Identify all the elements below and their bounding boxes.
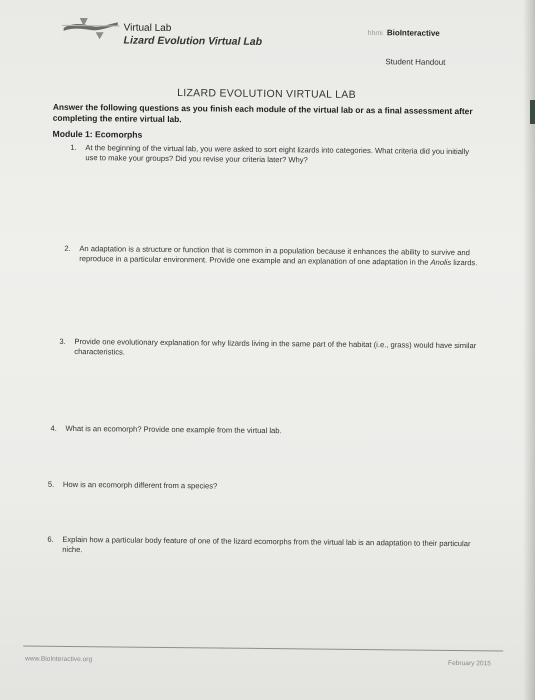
question-text: At the beginning of the virtual lab, you were asked to sort eight lizards into categories. What criteria did you initially use to make your groups? Did you revise your criteria later? Why?: [85, 143, 470, 165]
brand-name: BioInteractive: [386, 28, 440, 38]
handout-label: Student Handout: [385, 57, 446, 67]
question-text: An adaptation is a structure or function that is common in a population because it enhances the ability to survive and reproduce in a particular environment. Provide one example and an explanation of one adaptation in the: [79, 244, 470, 267]
footer-rule: [23, 645, 503, 651]
question-2: [64, 243, 479, 269]
document-title: LIZARD EVOLUTION VIRTUAL LAB: [177, 87, 356, 101]
question-text-end: lizards.: [451, 258, 478, 268]
question-text: How is an ecomorph different from a species?: [62, 479, 218, 491]
question-1: [70, 142, 475, 167]
question-3: [59, 336, 494, 362]
module-heading: Module 1: Ecomorphs: [52, 128, 143, 140]
question-number: 6.: [47, 534, 54, 544]
question-text: Provide one evolutionary explanation for why lizards living in the same part of the habitat (i.e., grass) would have similar characteristics.: [74, 336, 477, 357]
question-number: 4.: [50, 423, 57, 433]
question-text: What is an ecomorph? Provide one example from the virtual lab.: [65, 423, 282, 436]
instructions: Answer the following questions as you finish each module of the virtual lab or as a final assessment after completing the entire virtual lab.: [52, 101, 473, 125]
question-5: [47, 479, 483, 495]
question-number: 1.: [70, 142, 77, 153]
edge-tab: [530, 100, 535, 124]
genus-name: Anolis: [430, 257, 452, 268]
question-number: 5.: [47, 479, 55, 489]
question-number: 2.: [64, 243, 71, 253]
header-title: Virtual Lab: [123, 22, 172, 34]
brand-prefix: hhmi: [367, 30, 383, 38]
question-6: [47, 534, 492, 560]
question-4: [50, 423, 485, 439]
lizard-logo-icon: [62, 12, 120, 41]
footer-website: www.BioInteractive.org: [25, 655, 93, 664]
question-number: 3.: [59, 336, 66, 346]
footer-date: February 2015: [448, 659, 491, 668]
question-text: Explain how a particular body feature of one of the lizard ecomorphs from the virtual lab is an adaptation to their particular niche.: [62, 534, 471, 555]
header-subtitle: Lizard Evolution Virtual Lab: [123, 34, 263, 48]
brand-logo: [368, 28, 440, 38]
